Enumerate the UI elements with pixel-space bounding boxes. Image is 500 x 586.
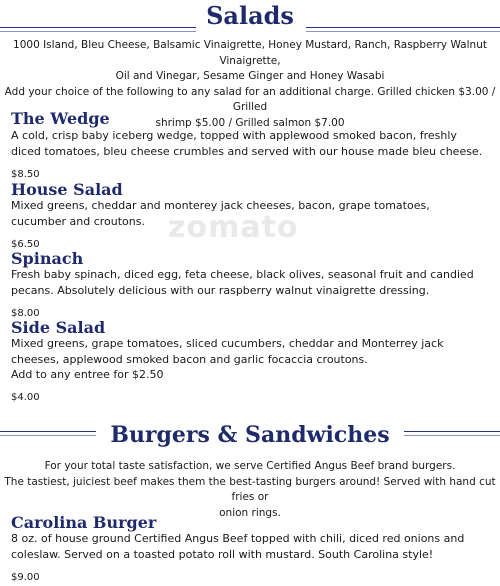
addon-line: Add your choice of the following to any salad for an additional charge. Grilled chicken $3.00 / Grilled [4,85,496,113]
salads-rule-left [0,27,196,32]
item-title-side-salad: Side Salad [11,318,106,337]
item-title-carolina-burger: Carolina Burger [11,513,157,532]
item-price-spinach: $8.00 [11,308,40,319]
addon-line: shrimp $5.00 / Grilled salmon $7.00 [155,116,345,129]
item-desc-spinach: Fresh baby spinach, diced egg, feta cheese, black olives, seasonal fruit and candied pecans. Absolutely delicious with our raspberry walnut vinaigrette dressing. [11,268,474,297]
burgers-title: Burgers & Sandwiches [110,422,390,448]
intro-line: The tastiest, juiciest beef makes them the best-tasting burgers around! Served with hand cut fries or [4,475,496,503]
item-price-house-salad: $6.50 [11,239,40,250]
item-desc-house-salad: Mixed greens, cheddar and monterey jack cheeses, bacon, grape tomatoes, cucumber and croutons. [11,199,430,228]
item-title-spinach: Spinach [11,249,84,268]
item-title-house-salad: House Salad [11,180,123,199]
item-price-carolina-burger: $9.00 [11,572,40,583]
item-price-the-wedge: $8.50 [11,169,40,180]
salads-rule-right [306,27,500,32]
dressings-line: Oil and Vinegar, Sesame Ginger and Honey Wasabi [115,70,385,82]
item-price-side-salad: $4.00 [11,392,40,403]
item-note-side-salad: Add to any entree for $2.50 [11,368,164,381]
intro-line: onion rings. [219,506,281,519]
burgers-intro [0,459,500,521]
salads-title: Salads [206,1,294,30]
item-desc-the-wedge: A cold, crisp baby iceberg wedge, topped with applewood smoked bacon, freshly diced tomatoes, bleu cheese crumbles and served with our house made bleu cheese. [11,129,483,158]
item-desc-side-salad: Mixed greens, grape tomatoes, sliced cucumbers, cheddar and Monterrey jack cheeses, applewood smoked bacon and garlic focaccia croutons. [11,337,444,366]
dressings-line: 1000 Island, Bleu Cheese, Balsamic Vinaigrette, Honey Mustard, Ranch, Raspberry Walnut Vinaigrette, [13,39,487,67]
item-desc-carolina-burger: 8 oz. of house ground Certified Angus Beef topped with chili, diced red onions and coleslaw. Served on a toasted potato roll with mustard. South Carolina style! [11,532,465,561]
watermark: zomato [168,210,299,245]
item-title-the-wedge: The Wedge [11,109,110,128]
intro-line: For your total taste satisfaction, we serve Certified Angus Beef brand burgers. [44,460,456,472]
